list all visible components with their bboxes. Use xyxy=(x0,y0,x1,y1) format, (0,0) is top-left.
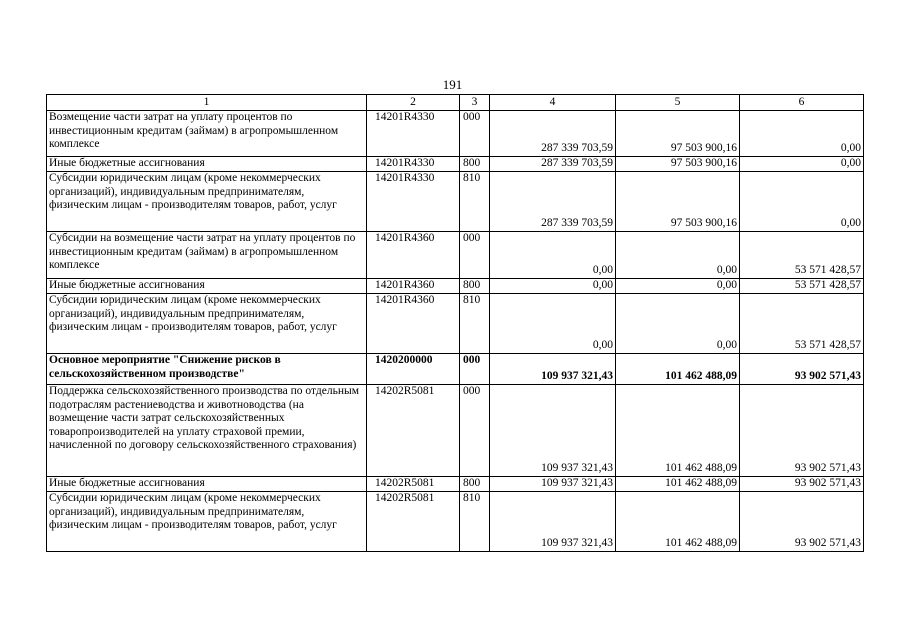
amount-col-4: 287 339 703,59 xyxy=(490,172,616,232)
target-article-code: 14202R5081 xyxy=(367,385,460,477)
amount-col-6: 0,00 xyxy=(740,157,864,172)
column-header: 3 xyxy=(460,95,490,111)
row-description: Иные бюджетные ассигнования xyxy=(47,279,367,294)
amount-col-5: 0,00 xyxy=(616,232,740,279)
table-row xyxy=(47,157,864,172)
target-article-code: 14201R4360 xyxy=(367,294,460,354)
amount-col-6: 53 571 428,57 xyxy=(740,279,864,294)
expense-type-code: 810 xyxy=(460,294,490,354)
expense-type-code: 810 xyxy=(460,492,490,552)
row-description: Иные бюджетные ассигнования xyxy=(47,477,367,492)
row-description: Основное мероприятие "Снижение рисков в сельскохозяйственном производстве" xyxy=(47,354,367,385)
amount-col-6: 93 902 571,43 xyxy=(740,477,864,492)
budget-table xyxy=(46,94,864,552)
table-header-row xyxy=(47,95,864,111)
amount-col-6: 93 902 571,43 xyxy=(740,354,864,385)
target-article-code: 14202R5081 xyxy=(367,492,460,552)
target-article-code: 14201R4330 xyxy=(367,157,460,172)
expense-type-code: 000 xyxy=(460,232,490,279)
amount-col-4: 109 937 321,43 xyxy=(490,354,616,385)
row-description: Субсидии юридическим лицам (кроме некоммерческих организаций), индивидуальным предпринимателям, физическим лицам - производителям товаров, работ, услуг xyxy=(47,294,367,354)
page-number: 191 xyxy=(442,77,463,92)
amount-col-5: 97 503 900,16 xyxy=(616,172,740,232)
table-row xyxy=(47,492,864,552)
target-article-code: 14201R4330 xyxy=(367,172,460,232)
amount-col-4: 109 937 321,43 xyxy=(490,477,616,492)
amount-col-4: 287 339 703,59 xyxy=(490,111,616,157)
table-row xyxy=(47,294,864,354)
amount-col-6: 53 571 428,57 xyxy=(740,294,864,354)
amount-col-5: 101 462 488,09 xyxy=(616,477,740,492)
expense-type-code: 000 xyxy=(460,385,490,477)
amount-col-6: 53 571 428,57 xyxy=(740,232,864,279)
target-article-code: 14201R4360 xyxy=(367,232,460,279)
row-description: Возмещение части затрат на уплату процентов по инвестиционным кредитам (займам) в агропромышленном комплексе xyxy=(47,111,367,157)
column-header: 2 xyxy=(367,95,460,111)
amount-col-6: 93 902 571,43 xyxy=(740,492,864,552)
column-header: 6 xyxy=(740,95,864,111)
row-description: Поддержка сельскохозяйственного производства по отдельным подотраслям растениеводства и животноводства (на возмещение части затрат сельскохозяйственных товаропроизводителей на уплату страховой премии, начисленной по договору сельскохозяйственного страхования) xyxy=(47,385,367,477)
target-article-code: 1420200000 xyxy=(367,354,460,385)
row-description: Субсидии юридическим лицам (кроме некоммерческих организаций), индивидуальным предпринимателям, физическим лицам - производителям товаров, работ, услуг xyxy=(47,492,367,552)
expense-type-code: 800 xyxy=(460,477,490,492)
amount-col-4: 109 937 321,43 xyxy=(490,385,616,477)
amount-col-4: 287 339 703,59 xyxy=(490,157,616,172)
amount-col-6: 0,00 xyxy=(740,172,864,232)
table-row xyxy=(47,111,864,157)
amount-col-4: 0,00 xyxy=(490,232,616,279)
row-description: Субсидии юридическим лицам (кроме некоммерческих организаций), индивидуальным предпринимателям, физическим лицам - производителям товаров, работ, услуг xyxy=(47,172,367,232)
amount-col-6: 93 902 571,43 xyxy=(740,385,864,477)
expense-type-code: 000 xyxy=(460,354,490,385)
amount-col-5: 101 462 488,09 xyxy=(616,354,740,385)
table-row xyxy=(47,354,864,385)
row-description: Субсидии на возмещение части затрат на уплату процентов по инвестиционным кредитам (займам) в агропромышленном комплексе xyxy=(47,232,367,279)
amount-col-5: 101 462 488,09 xyxy=(616,385,740,477)
column-header: 5 xyxy=(616,95,740,111)
column-header: 1 xyxy=(47,95,367,111)
amount-col-4: 0,00 xyxy=(490,294,616,354)
amount-col-6: 0,00 xyxy=(740,111,864,157)
amount-col-5: 0,00 xyxy=(616,294,740,354)
amount-col-5: 101 462 488,09 xyxy=(616,492,740,552)
expense-type-code: 810 xyxy=(460,172,490,232)
table-row xyxy=(47,279,864,294)
amount-col-5: 97 503 900,16 xyxy=(616,111,740,157)
target-article-code: 14202R5081 xyxy=(367,477,460,492)
table-row xyxy=(47,477,864,492)
amount-col-4: 0,00 xyxy=(490,279,616,294)
expense-type-code: 800 xyxy=(460,157,490,172)
row-description: Иные бюджетные ассигнования xyxy=(47,157,367,172)
column-header: 4 xyxy=(490,95,616,111)
table-row xyxy=(47,232,864,279)
target-article-code: 14201R4360 xyxy=(367,279,460,294)
amount-col-4: 109 937 321,43 xyxy=(490,492,616,552)
amount-col-5: 0,00 xyxy=(616,279,740,294)
table-row xyxy=(47,385,864,477)
amount-col-5: 97 503 900,16 xyxy=(616,157,740,172)
expense-type-code: 800 xyxy=(460,279,490,294)
table-row xyxy=(47,172,864,232)
target-article-code: 14201R4330 xyxy=(367,111,460,157)
expense-type-code: 000 xyxy=(460,111,490,157)
